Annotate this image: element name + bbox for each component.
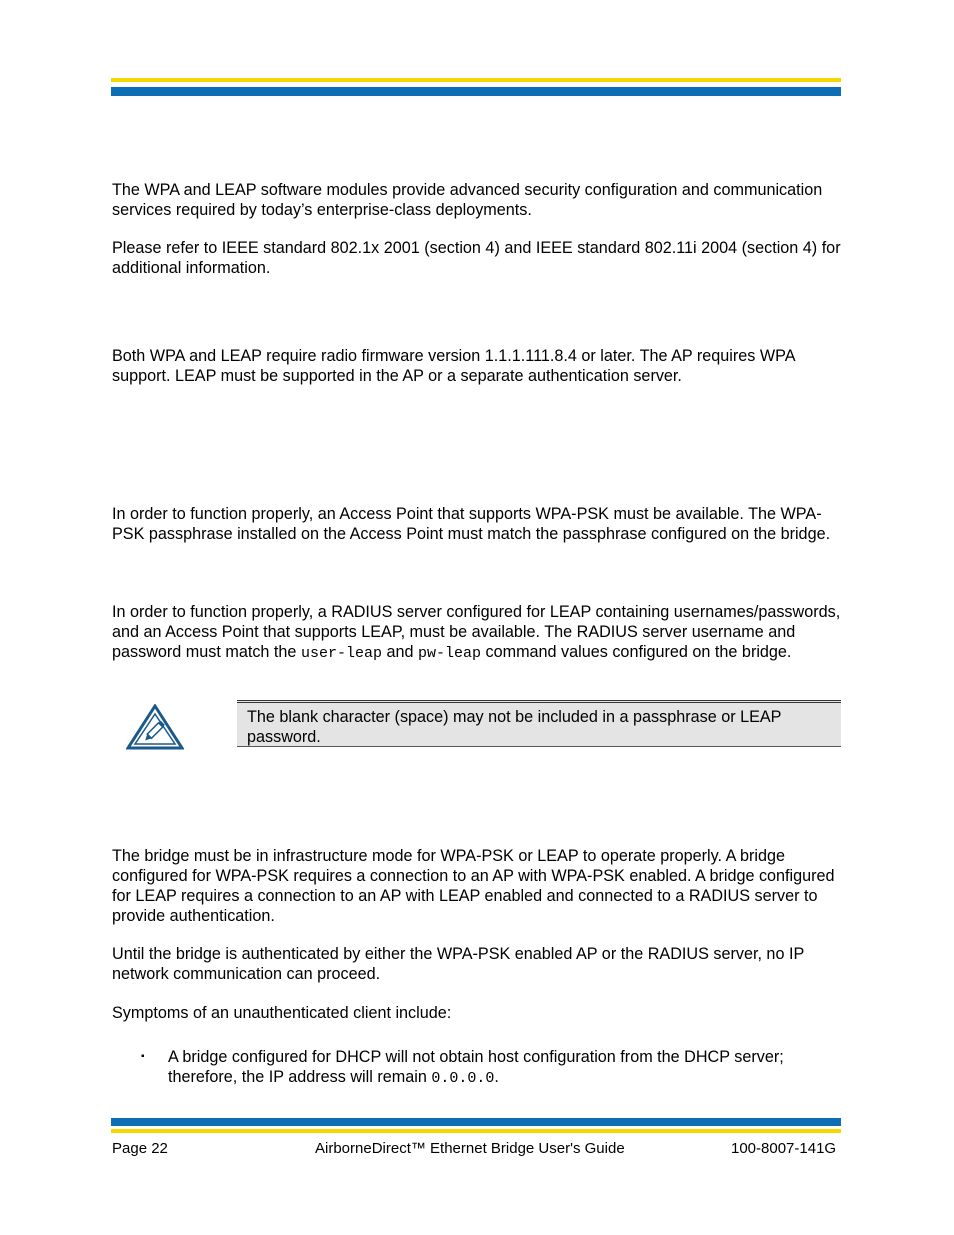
paragraph-intro: The WPA and LEAP software modules provide advanced security configuration and communication services required by today’s enterprise-class deployments. <box>112 181 823 219</box>
bullet-marker: ▪ <box>141 1051 145 1062</box>
header-rule-yellow <box>111 78 841 82</box>
pencil-note-icon <box>126 704 184 750</box>
paragraph-leap-text-a: In order to function properly, a RADIUS server configured for LEAP containing usernames/passwords, and an Access Point that supports LEAP, must be available. The RADIUS server username and password must match the <box>112 603 841 661</box>
paragraph-infrastructure-mode: The bridge must be in infrastructure mode for WPA-PSK or LEAP to operate properly. A bridge configured for WPA-PSK requires a connection to an AP with WPA-PSK enabled. A bridge configured for LEAP requires a connection to an AP with LEAP enabled and connected to a RADIUS server to provide authentication. <box>112 847 835 925</box>
paragraph-leap <box>112 602 847 664</box>
footer-doc-number: 100-8007-141G <box>731 1140 837 1157</box>
paragraph-wpa-psk: In order to function properly, an Access Point that supports WPA-PSK must be available. The WPA-PSK passphrase installed on the Access Point must match the passphrase configured on the bridge. <box>112 505 831 543</box>
paragraph-leap-text-b: and <box>381 643 418 661</box>
paragraph-firmware: Both WPA and LEAP require radio firmware version 1.1.1.111.8.4 or later. The AP requires WPA support. LEAP must be supported in the AP or a separate authentication server. <box>112 347 795 385</box>
paragraph-leap-text-c: command values configured on the bridge. <box>480 643 792 661</box>
list-item-dhcp-text-a: A bridge configured for DHCP will not obtain host configuration from the DHCP server; therefore, the IP address will remain <box>168 1048 784 1086</box>
note-text: The blank character (space) may not be included in a passphrase or LEAP password. <box>247 708 782 746</box>
header-rule-blue <box>111 87 841 96</box>
code-pw-leap: pw-leap <box>417 645 481 662</box>
list-item-dhcp-text-b: . <box>494 1068 499 1086</box>
list-item-dhcp <box>168 1047 838 1089</box>
note-box <box>237 700 841 747</box>
footer-rule-blue <box>111 1118 841 1126</box>
paragraph-ieee-reference: Please refer to IEEE standard 802.1x 2001 (section 4) and IEEE standard 802.11i 2004 (section 4) for additional information. <box>112 239 841 277</box>
footer-rule-yellow <box>111 1129 841 1133</box>
paragraph-symptoms: Symptoms of an unauthenticated client include: <box>112 1004 452 1022</box>
footer-page-number: Page 22 <box>112 1140 168 1157</box>
paragraph-authentication: Until the bridge is authenticated by either the WPA-PSK enabled AP or the RADIUS server, no IP network communication can proceed. <box>112 945 804 983</box>
footer-title: AirborneDirect™ Ethernet Bridge User's Guide <box>315 1140 625 1157</box>
code-user-leap: user-leap <box>300 645 382 662</box>
code-ip-address: 0.0.0.0 <box>431 1070 495 1087</box>
